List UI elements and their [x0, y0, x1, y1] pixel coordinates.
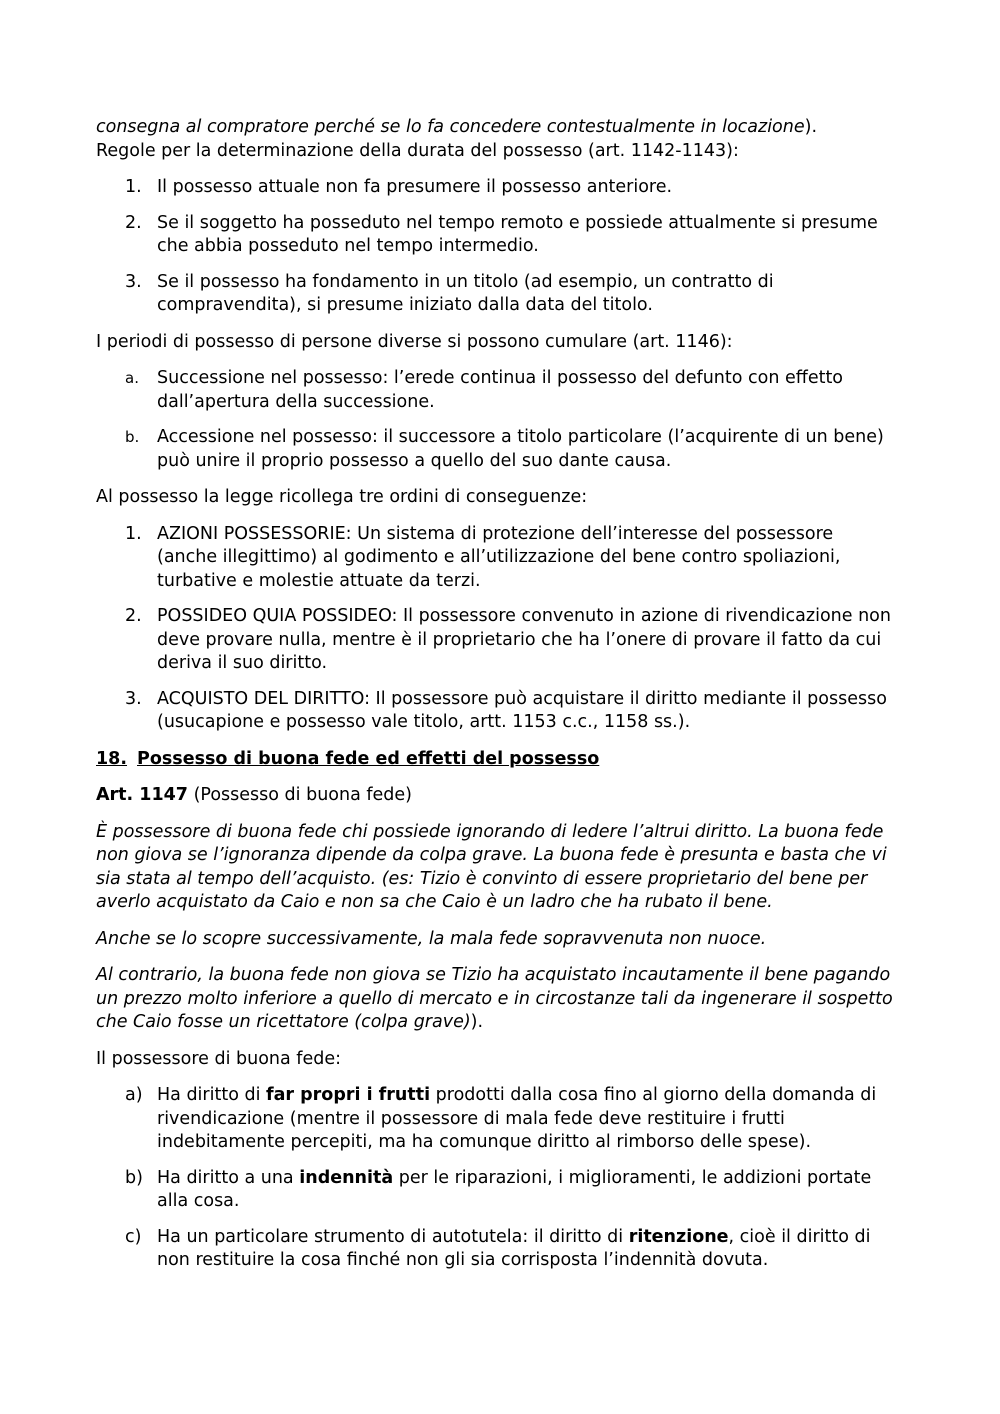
- article-label: Art. 1147: [96, 785, 188, 805]
- list-item-text: Se il soggetto ha posseduto nel tempo remoto e possiede attualmente si presume che abbia posseduto nel tempo intermedio.: [157, 212, 878, 256]
- list-marker: b): [125, 1167, 143, 1188]
- section-title: Possesso di buona fede ed effetti del possesso: [137, 748, 600, 769]
- italic-paragraph-contrary: [96, 964, 896, 1035]
- intro-paragraph: [96, 116, 896, 140]
- list-marker: 2.: [125, 606, 142, 626]
- list-marker: b.: [125, 428, 140, 446]
- italic-paragraph: Anche se lo scopre successivamente, la mala fede sopravvenuta non nuoce.: [96, 928, 767, 949]
- list-item-text: AZIONI POSSESSORIE: Un sistema di protezione dell’interesse del possessore (anche illegittimo) al godimento e all’utilizzazione del bene contro spoliazioni, turbative e molestie attuate da terzi.: [157, 523, 841, 591]
- list-marker: a): [125, 1085, 143, 1105]
- consequences-list: [96, 523, 896, 735]
- article-heading: [96, 784, 896, 808]
- good-faith-list: [96, 1084, 896, 1273]
- list-item: [96, 1167, 896, 1214]
- list-marker: 3.: [125, 688, 142, 709]
- contrary-text: Al contrario, la buona fede non giova se Tizio ha acquistato incautamente il bene pagando un prezzo molto inferiore a quello di mercato e in circostanze tali da ingenerare il sospetto che Caio fosse un ricettatore (colpa grave): [96, 965, 893, 1032]
- intro-tail: ).: [804, 117, 818, 137]
- article-text-main: È possessore di buona fede chi possiede ignorando di ledere l’altrui diritto. La buona fede non giova se l’ignoranza dipende da colpa grave. La buona fede è presunta e basta che vi sia stata al tempo dell’acquisto. (: [96, 821, 887, 889]
- list-item-text: POSSIDEO QUIA POSSIDEO: Il possessore convenuto in azione di rivendicazione non deve provare nulla, mentre è il proprietario che ha l’onere di provare il fatto da cui deriva il suo diritto.: [157, 606, 891, 673]
- list-marker: 1.: [125, 177, 142, 197]
- list-marker: c): [125, 1226, 142, 1247]
- list-item-text: Successione nel possesso: l’erede continua il possesso del defunto con effetto dall’apertura della successione.: [157, 368, 844, 412]
- article-subtitle: (Possesso di buona fede): [193, 785, 412, 805]
- article-text: [96, 821, 896, 915]
- list-text-after: per le riparazioni, i miglioramenti, le addizioni portate alla cosa.: [157, 1167, 872, 1211]
- list-marker: 1.: [125, 523, 142, 544]
- list-item: [96, 271, 896, 318]
- list-item-text: Il possesso attuale non fa presumere il possesso anteriore.: [157, 177, 673, 197]
- list-text-bold: far propri i frutti: [266, 1085, 431, 1105]
- article-example: es: Tizio è convinto di essere proprietario del bene per averlo acquistato da Caio e non sa che Caio è un ladro che ha rubato il bene.: [96, 868, 868, 912]
- list-text-after: , cioè il diritto di non restituire la cosa finché non gli sia corrisposta l’indennità dovuta.: [157, 1226, 871, 1270]
- contrary-tail: ).: [470, 1012, 484, 1032]
- good-faith-intro: Il possessore di buona fede:: [96, 1048, 341, 1069]
- intro-italic-text: consegna al compratore perché se lo fa concedere contestualmente in locazione: [96, 117, 805, 137]
- section-number: 18.: [96, 748, 128, 769]
- duration-rules-list: [96, 176, 896, 318]
- list-marker: 2.: [125, 212, 142, 233]
- section-heading: [96, 748, 896, 772]
- list-item: [96, 176, 896, 200]
- list-marker: a.: [125, 369, 139, 387]
- document-page: [96, 116, 896, 1273]
- consequences-intro: Al possesso la legge ricollega tre ordini di conseguenze:: [96, 487, 588, 507]
- list-item: [96, 426, 896, 473]
- cumulation-list: [96, 367, 896, 473]
- list-text-bold: indennità: [299, 1167, 394, 1188]
- list-marker: 3.: [125, 271, 142, 292]
- list-item: [96, 212, 896, 259]
- list-text-before: Ha diritto di: [157, 1085, 266, 1105]
- list-item: [96, 688, 896, 735]
- list-text-before: Ha un particolare strumento di autotutela: il diritto di: [157, 1226, 629, 1247]
- list-text-after: prodotti dalla cosa fino al giorno della domanda di rivendicazione (mentre il possessore di mala fede deve restituire i frutti indebitamente percepiti, ma ha comunque diritto al rimborso delle spese).: [157, 1085, 877, 1152]
- list-item: [96, 605, 896, 676]
- list-item: [96, 1226, 896, 1273]
- list-text-before: Ha diritto a una: [157, 1167, 300, 1188]
- cumulation-intro: I periodi di possesso di persone diverse si possono cumulare (art. 1146):: [96, 331, 733, 352]
- list-item-text: Se il possesso ha fondamento in un titolo (ad esempio, un contratto di compravendita), si presume iniziato dalla data del titolo.: [157, 271, 774, 315]
- list-item: [96, 523, 896, 594]
- list-item: [96, 367, 896, 414]
- list-item: [96, 1084, 896, 1155]
- duration-rules-intro: Regole per la determinazione della durata del possesso (art. 1142-1143):: [96, 140, 739, 161]
- list-item-text: ACQUISTO DEL DIRITTO: Il possessore può acquistare il diritto mediante il possesso (usucapione e possesso vale titolo, artt. 1153 c.c., 1158 ss.).: [157, 688, 887, 732]
- list-item-text: Accessione nel possesso: il successore a titolo particolare (l’acquirente di un bene) può unire il proprio possesso a quello del suo dante causa.: [157, 427, 884, 471]
- list-text-bold: ritenzione: [628, 1226, 729, 1247]
